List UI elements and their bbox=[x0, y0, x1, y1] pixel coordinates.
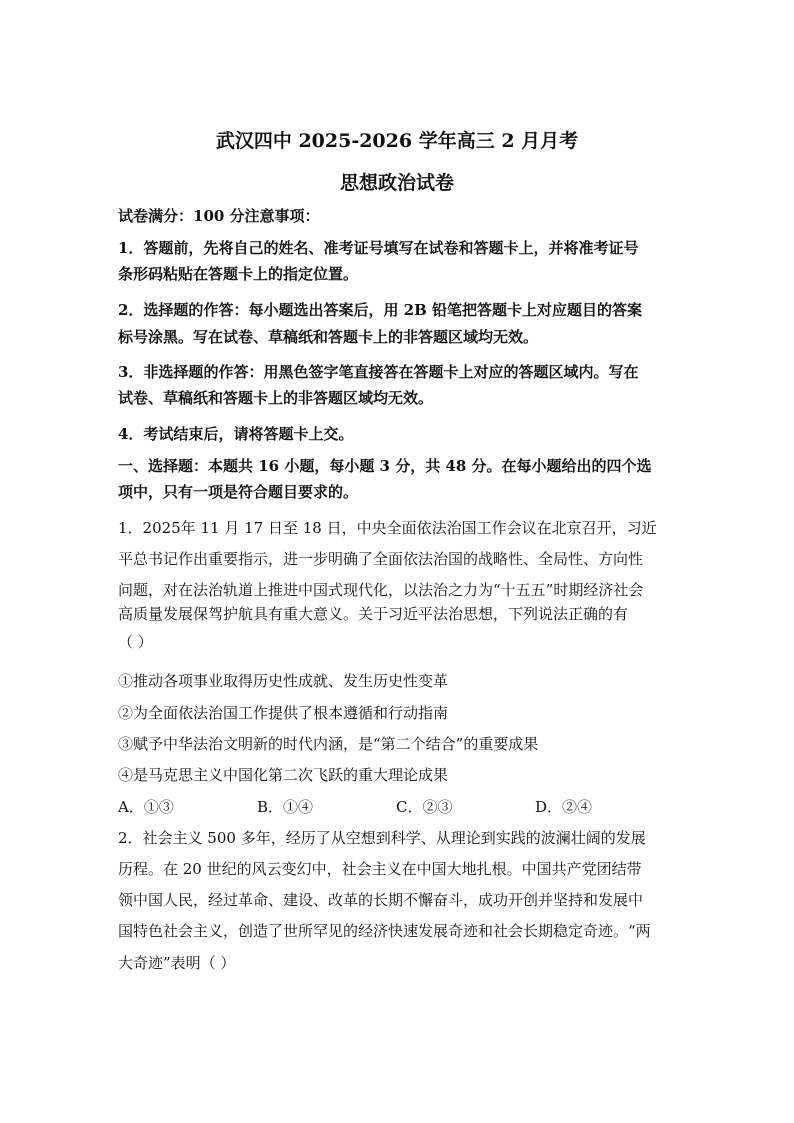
q2-stem-line-5: 大奇迹”表明（ ） bbox=[118, 954, 236, 972]
q2-stem-line-2: 历程。在 20 世纪的风云变幻中，社会主义在中国大地扎根。中国共产党团结带 bbox=[118, 860, 642, 878]
q2-stem-line-4: 国特色社会主义，创造了世所罕见的经济快速发展奇迹和社会长期稳定奇迹。“两 bbox=[118, 922, 651, 940]
notice-heading: 试卷满分：100 分注意事项： bbox=[118, 207, 320, 225]
notice-item-3-line-2: 试卷、草稿纸和答题卡上的非答题区域均无效。 bbox=[118, 389, 434, 407]
q1-stem-line-1: 1．2025年 11 月 17 日至 18 日，中央全面依法治国工作会议在北京召开，习近 bbox=[118, 519, 657, 537]
notice-item-4: 4．考试结束后，请将答题卡上交。 bbox=[118, 425, 354, 443]
notice-item-1-line-2: 条形码粘贴在答题卡上的指定位置。 bbox=[118, 265, 359, 283]
q1-statement-1: ①推动各项事业取得历史性成就、发生历史性变革 bbox=[118, 672, 449, 690]
q1-statement-4: ④是马克思主义中国化第二次飞跃的重大理论成果 bbox=[118, 766, 449, 784]
notice-item-2-line-2: 标号涂黑。写在试卷、草稿纸和答题卡上的非答题区域均无效。 bbox=[118, 328, 539, 346]
section-heading-line-1: 一、选择题：本题共 16 小题，每小题 3 分，共 48 分。在每小题给出的四个选 bbox=[118, 457, 652, 475]
q1-stem-line-3: 问题，对在法治轨道上推进中国式现代化，以法治之力为“十五五”时期经济社会 bbox=[118, 581, 644, 599]
q2-stem-line-3: 领中国人民，经过革命、建设、改革的长期不懈奋斗，成功开创并坚持和发展中 bbox=[118, 891, 644, 909]
q1-statement-2: ②为全面依法治国工作提供了根本遵循和行动指南 bbox=[118, 704, 449, 722]
notice-item-3-line-1: 3．非选择题的作答：用黑色签字笔直接答在答题卡上对应的答题区域内。写在 bbox=[118, 363, 639, 381]
q1-stem-line-4: 高质量发展保驾护航具有重大意义。关于习近平法治思想，下列说法正确的有 bbox=[118, 605, 629, 623]
q1-option-a: A．①③ bbox=[118, 798, 174, 816]
q1-statement-3: ③赋予中华法治文明新的时代内涵，是“第二个结合”的重要成果 bbox=[118, 735, 539, 753]
section-heading-line-2: 项中，只有一项是符合题目要求的。 bbox=[118, 483, 359, 501]
exam-title: 武汉四中 2025-2026 学年高三 2 月月考 bbox=[215, 130, 579, 152]
q1-option-d: D．②④ bbox=[535, 798, 593, 816]
q1-option-b: B．①④ bbox=[257, 798, 314, 816]
notice-item-2-line-1: 2．选择题的作答：每小题选出答案后，用 2B 铅笔把答题卡上对应题目的答案 bbox=[118, 301, 642, 319]
notice-item-1-line-1: 1．答题前，先将自己的姓名、准考证号填写在试卷和答题卡上，并将准考证号 bbox=[118, 239, 639, 257]
q2-stem-line-1: 2．社会主义 500 多年，经历了从空想到科学、从理论到实践的波澜壮阔的发展 bbox=[118, 829, 646, 847]
q1-stem-line-2: 平总书记作出重要指示，进一步明确了全面依法治国的战略性、全局性、方向性 bbox=[118, 550, 644, 568]
exam-subtitle: 思想政治试卷 bbox=[339, 172, 454, 194]
q1-stem-line-5: （ ） bbox=[118, 633, 153, 651]
q1-option-c: C．②③ bbox=[396, 798, 453, 816]
